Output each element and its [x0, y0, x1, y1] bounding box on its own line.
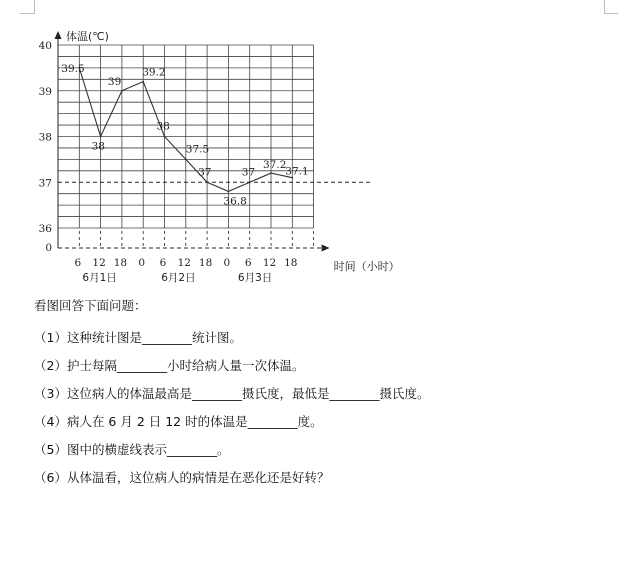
question-6: （6）从体温看，这位病人的病情是在恶化还是好转？ [34, 470, 330, 485]
y-tick-label: 40 [38, 40, 52, 52]
data-label: 37 [198, 166, 212, 179]
data-point [121, 90, 123, 92]
chart-tick-labels [39, 29, 400, 284]
data-point [228, 191, 230, 193]
data-label: 36.8 [223, 195, 247, 208]
data-point [164, 136, 166, 138]
y-tick-label: 38 [38, 131, 52, 144]
question-3: （3）这位病人的体温最高是________摄氏度，最低是________摄氏度。 [34, 386, 430, 401]
data-point [185, 158, 187, 160]
question-2: （2）护士每隔________小时给病人量一次体温。 [34, 358, 305, 373]
data-point [206, 181, 208, 183]
data-label: 38 [91, 140, 105, 153]
data-point [249, 181, 251, 183]
data-label: 37.1 [285, 165, 309, 178]
data-label: 39.5 [61, 62, 85, 75]
question-4: （4）病人在 6 月 2 日 12 时的体温是________度。 [34, 414, 323, 429]
x-axis-arrow-icon [322, 245, 330, 252]
data-label: 37.2 [263, 159, 287, 172]
data-label: 38 [156, 120, 170, 133]
y-axis-title: 体温(℃) [66, 30, 109, 43]
x-tick-label: 6 [159, 257, 167, 269]
data-label: 39.2 [142, 66, 166, 79]
data-point [270, 172, 272, 174]
y-tick-label-zero: 0 [45, 242, 52, 254]
question-1: （1）这种统计图是________统计图。 [34, 330, 242, 345]
chart-grid [58, 45, 372, 228]
chart-data-labels [61, 63, 308, 208]
x-tick-label: 12 [262, 257, 277, 269]
question-prompt: 看图回答下面问题： [34, 298, 147, 313]
y-tick-label: 37 [38, 177, 52, 190]
x-tick-label: 12 [92, 257, 106, 269]
x-axis-title: 时间（小时） [333, 260, 400, 273]
y-tick-label: 36 [38, 223, 52, 235]
x-tick-label: 18 [284, 257, 298, 269]
x-tick-label: 18 [113, 257, 128, 269]
day-label: 6月2日 [161, 272, 196, 284]
y-axis-arrow-icon [55, 31, 62, 39]
question-section [34, 296, 624, 499]
day-label: 6月3日 [237, 272, 273, 284]
data-point [142, 81, 144, 83]
x-tick-label: 0 [223, 257, 231, 269]
x-tick-label: 18 [198, 257, 213, 269]
day-label: 6月1日 [82, 272, 117, 284]
x-tick-label: 12 [177, 257, 191, 269]
data-label: 39 [107, 75, 122, 88]
data-point [100, 136, 102, 138]
data-label: 37.5 [185, 143, 210, 156]
x-tick-label: 6 [74, 257, 82, 269]
question-5: （5）图中的横虚线表示________。 [34, 442, 230, 457]
x-tick-label: 6 [244, 257, 252, 269]
y-tick-label: 39 [38, 85, 52, 98]
x-tick-label: 0 [138, 257, 146, 269]
data-label: 37 [241, 166, 256, 179]
